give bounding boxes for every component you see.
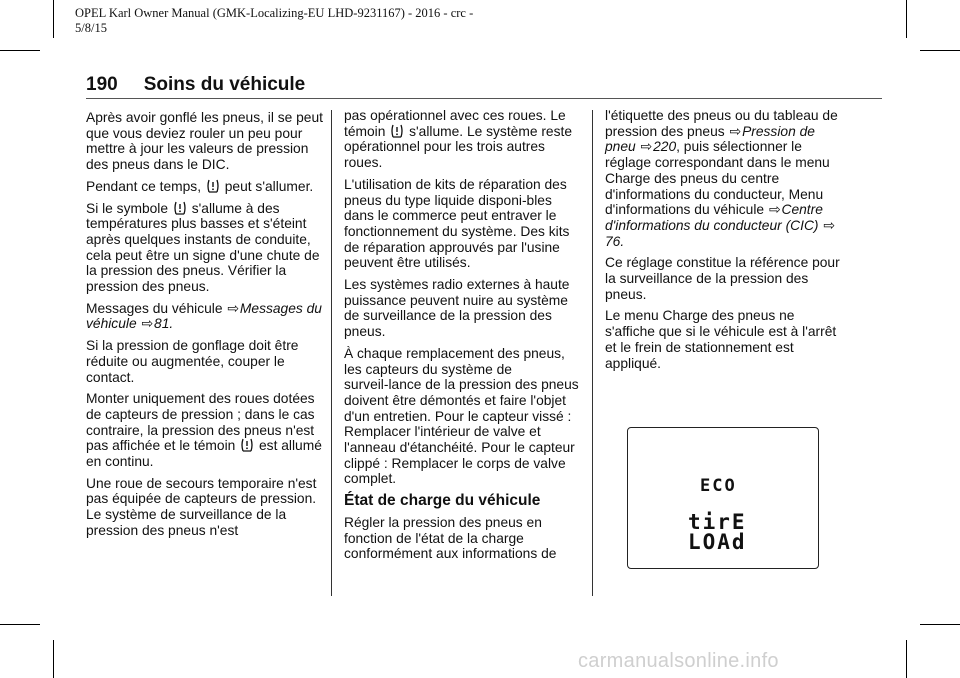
subsection-heading: État de charge du véhicule bbox=[344, 492, 541, 510]
crop-mark bbox=[906, 0, 907, 38]
crop-mark bbox=[920, 624, 960, 625]
page-reference[interactable]: 220 bbox=[653, 139, 677, 155]
cross-reference-link[interactable]: Centre d'informations du conducteur (CIC) bbox=[605, 202, 823, 233]
page-reference[interactable]: 76. bbox=[605, 233, 625, 249]
crop-mark bbox=[920, 50, 960, 51]
tire-pressure-warning-icon bbox=[241, 438, 253, 452]
section-title: Soins du véhicule bbox=[143, 74, 306, 95]
text: , puis sélectionner le réglage correspondant dans le menu Charge des pneus du centre d'informations du conducteur, Menu d'informations du véhicule bbox=[605, 139, 830, 218]
meta-line-2: 5/8/15 bbox=[75, 21, 107, 35]
paragraph: Les systèmes radio externes à haute puissance peuvent nuire au système de surveillance de la pression des pneus. bbox=[344, 277, 570, 340]
paragraph bbox=[86, 301, 324, 332]
paragraph: Le menu Charge des pneus ne s'affiche que si le véhicule est à l'arrêt et le frein de stationnement est appliqué. bbox=[605, 308, 837, 371]
text: Pendant ce temps, bbox=[86, 178, 202, 194]
watermark: carmanualsonline.info bbox=[578, 650, 779, 672]
text: s'allume. Le système reste opérationnel pour les trois autres roues. bbox=[344, 123, 573, 171]
text-column-2 bbox=[344, 108, 582, 568]
text: s'allume à des températures plus basses et s'éteint après quelques instants de conduite, cela peut être un signe d'une chute de la pression des pneus. Vérifier la pression des pneus. bbox=[86, 200, 320, 295]
text: Messages du véhicule bbox=[86, 300, 223, 316]
text: Si le symbole bbox=[86, 200, 169, 216]
crop-mark bbox=[0, 50, 40, 51]
display-eco-text: ECO bbox=[700, 476, 737, 496]
paragraph: Si la pression de gonflage doit être réduite ou augmentée, couper le contact. bbox=[86, 338, 299, 385]
crop-mark bbox=[53, 640, 54, 678]
reference-arrow-icon: ⇨ bbox=[227, 300, 239, 316]
text-column-1 bbox=[86, 110, 324, 545]
display-tire-text: tirE bbox=[688, 510, 747, 534]
reference-arrow-icon: ⇨ bbox=[768, 202, 781, 218]
display-load-text: LOAd bbox=[688, 530, 747, 554]
paragraph bbox=[86, 391, 324, 470]
crop-mark bbox=[906, 640, 907, 678]
tire-pressure-warning-icon bbox=[174, 201, 186, 215]
reference-arrow-icon: ⇨ bbox=[141, 316, 154, 332]
paragraph: Après avoir gonflé les pneus, il se peut que vous deviez rouler un peu pour mettre à jour les valeurs de pression des pneus dans le DIC. bbox=[86, 110, 323, 173]
text: l'étiquette des pneus ou du tableau de pression des pneus bbox=[605, 108, 838, 139]
reference-arrow-icon: ⇨ bbox=[729, 123, 742, 139]
tire-pressure-warning-icon bbox=[207, 179, 219, 193]
crop-mark bbox=[53, 0, 54, 38]
page-reference[interactable]: 81. bbox=[154, 316, 174, 332]
column-divider bbox=[331, 110, 332, 596]
text: pas opérationnel avec ces roues. Le témoin bbox=[344, 108, 566, 139]
paragraph: Régler la pression des pneus en fonction de l'état de la charge conformément aux informations de bbox=[344, 514, 557, 562]
paragraph bbox=[86, 179, 324, 195]
paragraph: Une roue de secours temporaire n'est pas équipée de capteurs de pression. Le système de surveillance de la pression des pneus n'est bbox=[86, 475, 317, 538]
meta-line-1: OPEL Karl Owner Manual (GMK-Localizing-EU LHD-9231167) - 2016 - crc - bbox=[75, 6, 474, 20]
tire-pressure-warning-icon bbox=[391, 124, 403, 138]
text: Monter uniquement des roues dotées de capteurs de pression ; dans le cas contraire, la pression des pneus n'est pas affichée et le témoin bbox=[86, 391, 315, 454]
reference-arrow-icon: ⇨ bbox=[823, 217, 835, 233]
document-meta bbox=[75, 6, 515, 36]
page-number: 190 bbox=[86, 74, 118, 95]
tire-load-display-illustration bbox=[627, 427, 819, 569]
crop-mark bbox=[0, 624, 40, 625]
reference-arrow-icon: ⇨ bbox=[640, 139, 653, 155]
paragraph bbox=[605, 108, 843, 249]
paragraph: Ce réglage constitue la référence pour la surveillance de la pression des pneus. bbox=[605, 255, 840, 302]
column-divider bbox=[592, 110, 593, 596]
paragraph: L'utilisation de kits de réparation des pneus du type liquide disponi‑bles dans le commerce peut entraver le fonctionnement du système. Des kits de réparation approuvés par l'usine peuvent être utilisés. bbox=[344, 176, 570, 271]
cross-reference-link[interactable]: Messages du véhicule bbox=[86, 300, 322, 332]
text: est allumé en continu. bbox=[86, 438, 322, 470]
text-column-3 bbox=[605, 108, 843, 377]
heading-rule bbox=[86, 98, 882, 99]
cross-reference-link[interactable]: Pression de pneu bbox=[605, 123, 815, 155]
paragraph bbox=[344, 108, 582, 171]
page-heading bbox=[86, 74, 305, 96]
paragraph: À chaque remplacement des pneus, les capteurs du système de surveil‑lance de la pression des pneus doivent être démontés et faire l'objet d'un entretien. Pour le capteur vissé : Remplacer l'intérieur de valve et l'anneau d'étanchéité. Pour le capteur clippé : Remplacer le corps de valve complet. bbox=[344, 345, 579, 487]
text: peut s'allumer. bbox=[224, 178, 314, 194]
paragraph bbox=[86, 201, 324, 295]
